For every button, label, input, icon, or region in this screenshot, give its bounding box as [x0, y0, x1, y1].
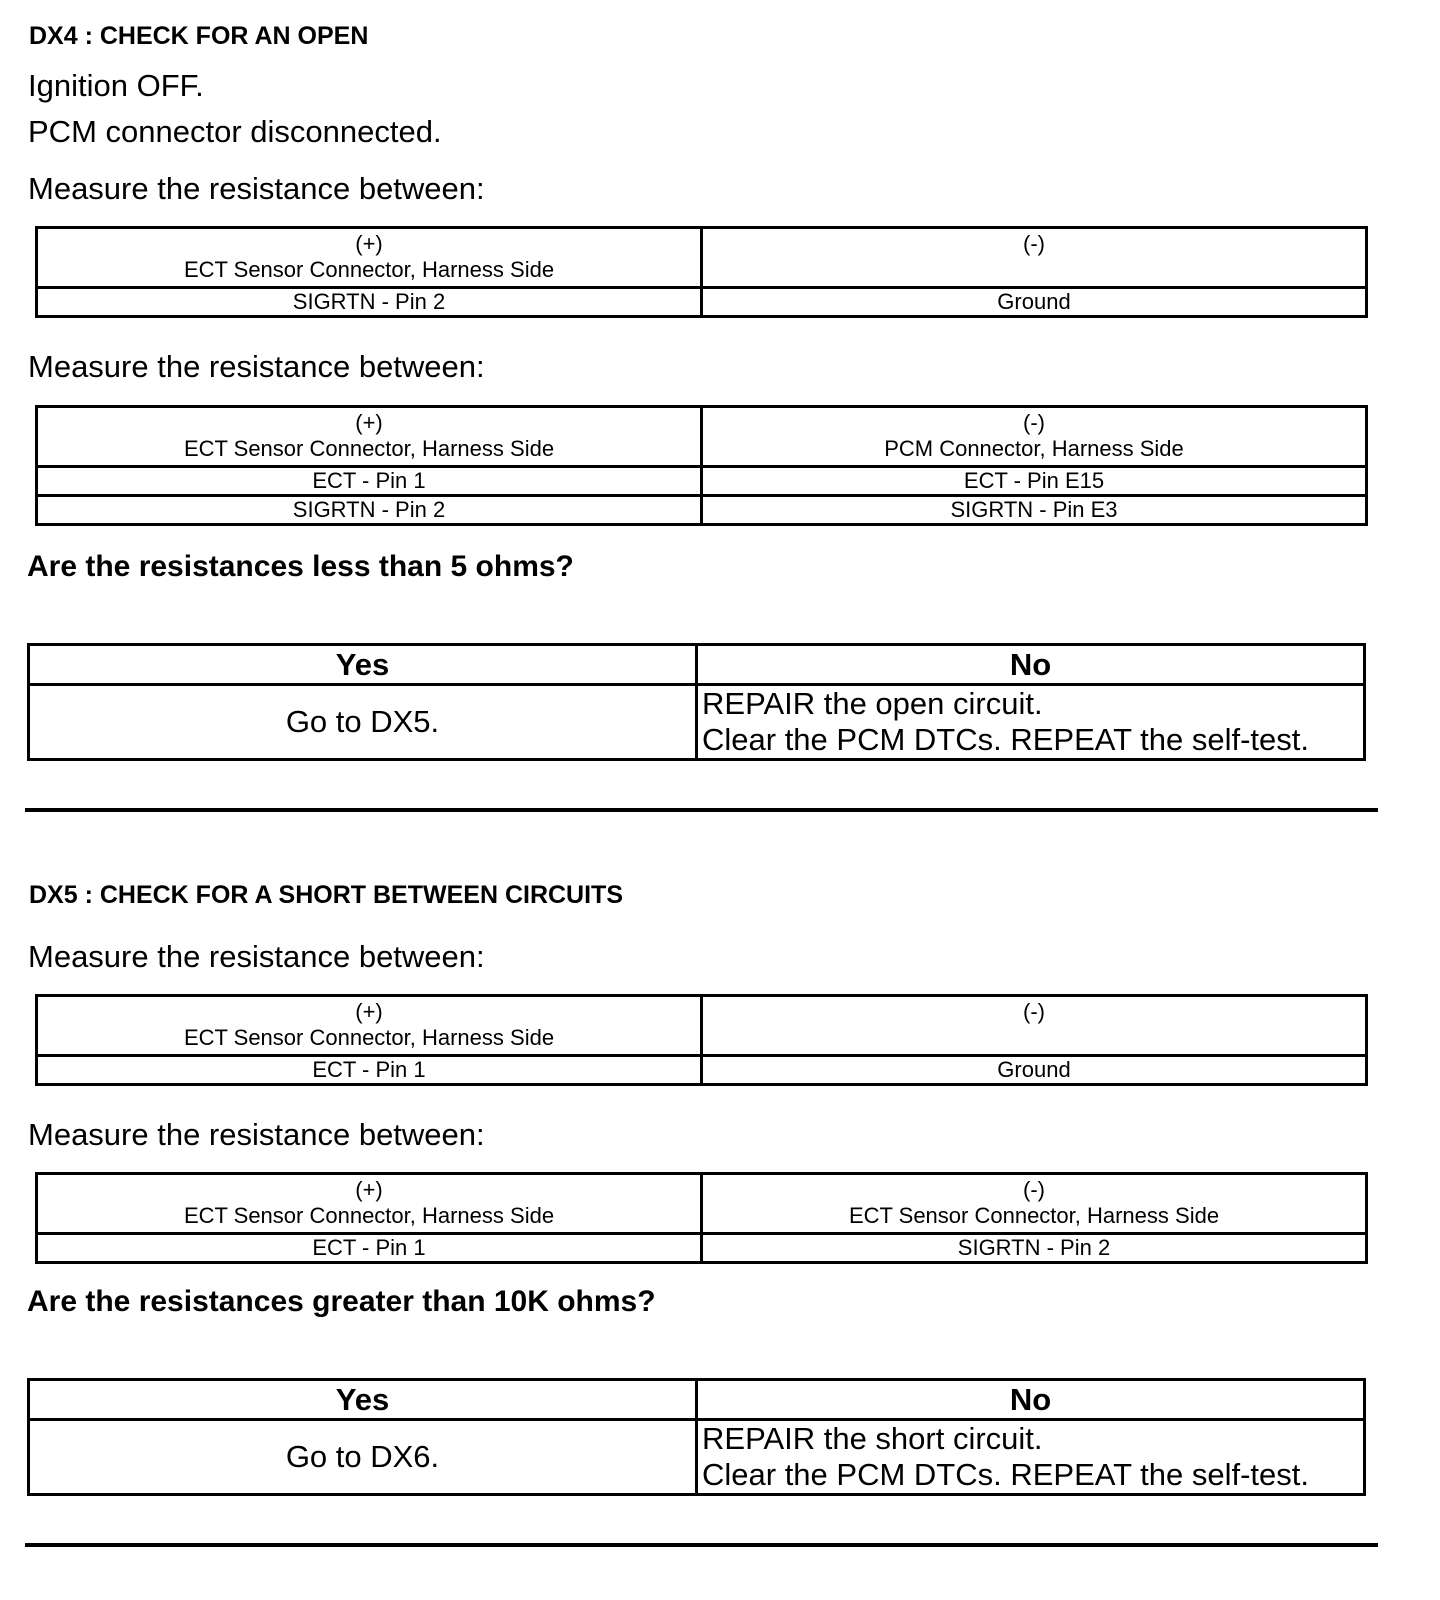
minus-header-cell	[702, 996, 1367, 1056]
plus-pin-cell: SIGRTN - Pin 2	[37, 288, 702, 317]
section-heading: DX5 : CHECK FOR A SHORT BETWEEN CIRCUITS	[29, 881, 623, 909]
section-heading: DX4 : CHECK FOR AN OPEN	[29, 22, 369, 50]
decision-action-row	[29, 1420, 1365, 1495]
decision-table	[27, 643, 1366, 761]
header-text: (+)	[355, 999, 383, 1024]
table-row	[37, 496, 1367, 525]
header-text: ECT Sensor Connector, Harness Side	[183, 1203, 555, 1228]
header-text: (-)	[1023, 1177, 1045, 1202]
measure-label: Measure the resistance between:	[28, 349, 485, 384]
measurement-table	[35, 226, 1368, 318]
header-text: ECT Sensor Connector, Harness Side	[183, 1025, 555, 1050]
measurement-table	[35, 405, 1368, 526]
table-row	[37, 467, 1367, 496]
measure-label: Measure the resistance between:	[28, 1117, 485, 1152]
no-action	[697, 1420, 1365, 1495]
measure-label: Measure the resistance between:	[28, 171, 485, 206]
header-text: ECT Sensor Connector, Harness Side	[848, 1203, 1220, 1228]
plus-header-cell	[37, 228, 702, 288]
yes-header: Yes	[29, 1380, 697, 1420]
header-text: (+)	[355, 1177, 383, 1202]
plus-header-cell	[37, 996, 702, 1056]
table-row	[37, 288, 1367, 317]
header-text: ECT Sensor Connector, Harness Side	[183, 257, 555, 282]
plus-pin-cell: ECT - Pin 1	[37, 467, 702, 496]
yes-action: Go to DX6.	[29, 1420, 697, 1495]
table-header-row	[37, 228, 1367, 288]
question-text: Are the resistances greater than 10K ohms?	[27, 1285, 656, 1318]
plus-pin-cell: SIGRTN - Pin 2	[37, 496, 702, 525]
no-header: No	[697, 1380, 1365, 1420]
yes-header: Yes	[29, 645, 697, 685]
minus-pin-cell: Ground	[702, 288, 1367, 317]
measurement-table	[35, 994, 1368, 1086]
header-text: (+)	[355, 231, 383, 256]
header-text: (-)	[1023, 231, 1045, 256]
section-divider	[25, 1543, 1378, 1547]
table-header-row	[37, 1174, 1367, 1234]
table-header-row	[37, 996, 1367, 1056]
decision-table	[27, 1378, 1366, 1496]
plus-header-cell	[37, 1174, 702, 1234]
table-row	[37, 1234, 1367, 1263]
decision-header-row	[29, 645, 1365, 685]
minus-header-cell	[702, 1174, 1367, 1234]
measure-label: Measure the resistance between:	[28, 939, 485, 974]
section-divider	[25, 808, 1378, 812]
no-action-line: REPAIR the open circuit.	[702, 686, 1043, 721]
measurement-table	[35, 1172, 1368, 1264]
question-text: Are the resistances less than 5 ohms?	[27, 550, 574, 583]
precondition-text: Ignition OFF.	[28, 68, 204, 103]
plus-pin-cell: ECT - Pin 1	[37, 1234, 702, 1263]
minus-pin-cell: SIGRTN - Pin E3	[702, 496, 1367, 525]
header-text: (-)	[1023, 999, 1045, 1024]
minus-pin-cell: SIGRTN - Pin 2	[702, 1234, 1367, 1263]
table-header-row	[37, 407, 1367, 467]
precondition-text: PCM connector disconnected.	[28, 114, 442, 149]
minus-pin-cell: Ground	[702, 1056, 1367, 1085]
minus-pin-cell: ECT - Pin E15	[702, 467, 1367, 496]
header-text: (+)	[355, 410, 383, 435]
decision-header-row	[29, 1380, 1365, 1420]
minus-header-cell	[702, 228, 1367, 288]
no-action-line: Clear the PCM DTCs. REPEAT the self-test.	[702, 1457, 1309, 1492]
minus-header-cell	[702, 407, 1367, 467]
header-text: PCM Connector, Harness Side	[884, 436, 1184, 461]
plus-header-cell	[37, 407, 702, 467]
table-row	[37, 1056, 1367, 1085]
no-action-line: REPAIR the short circuit.	[702, 1421, 1043, 1456]
yes-action: Go to DX5.	[29, 685, 697, 760]
no-header: No	[697, 645, 1365, 685]
no-action-line: Clear the PCM DTCs. REPEAT the self-test.	[702, 722, 1309, 757]
decision-action-row	[29, 685, 1365, 760]
header-text: ECT Sensor Connector, Harness Side	[183, 436, 555, 461]
header-text: (-)	[1023, 410, 1045, 435]
plus-pin-cell: ECT - Pin 1	[37, 1056, 702, 1085]
no-action	[697, 685, 1365, 760]
